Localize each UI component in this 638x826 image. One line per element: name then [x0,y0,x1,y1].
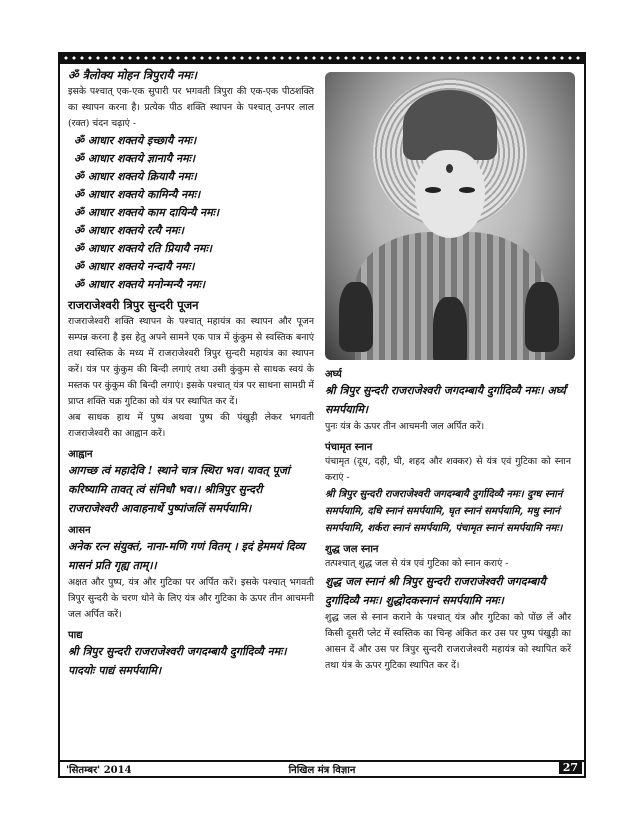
shuddh-heading: शुद्ध जल स्नान [325,544,379,555]
final-paragraph: शुद्ध जल से स्नान कराने के पश्चात् यंत्र और गुटिका को पोंछ लें और किसी दूसरी प्लेट में स्वस्तिक का चिन्ह अंकित कर उस पर पुष्प पंखुड़ी का आसन दें और उस पर त्रिपुर सुन्दरी राजराजेश्वरी महायंत्र को स्थापित करें तथा यंत्र के ऊपर गुटिका स्थापित कर दें। [325,612,571,671]
poojan-paragraph: राजराजेश्वरी शक्ति स्थापन के पश्चात् महायंत्र का स्थापन और पूजन सम्पन्न करना है इस हेतु अपने सामने एक पात्र में कुंकुम से स्वस्तिक बनाएं तथा स्वस्तिक के मध्य में राजराजेश्वरी त्रिपुर सुन्दरी महायंत्र का स्थापन करें। यंत्र पर कुंकुम की बिन्दी लगाएं तथा उसी कुंकुम से साधक स्वयं के मस्तक पर कुंकुम की बिन्दी लगाएं। इसके पश्चात् यंत्र पर साधना सामग्री में प्राप्त शक्ति चक्र गुटिका को यंत्र पर स्थापित कर दें। [68,316,314,407]
footer-magazine-title: निखिल मंत्र विज्ञान [288,765,356,776]
page-footer [58,760,586,776]
small-deity-center [433,297,467,360]
arghya-mantra: श्री त्रिपुर सुन्दरी राजराजेश्वरी जगदम्बायै दुर्गादिव्यै नमः। अर्घ्यं समर्पयामि। [325,384,566,416]
footer-date: 'सितम्बर' 2014 [66,765,132,776]
left-column [68,66,314,680]
avahan-heading: आह्वान [68,449,93,460]
shakti-mantra: ॐ आधार शक्तये ज्ञानायै नमः। [74,152,196,165]
asan-paragraph: अक्षत और पुष्प, यंत्र और गुटिका पर अर्पित करें। इसके पश्चात् भगवती त्रिपुर सुन्दरी के चरण धोने के लिए यंत्र और गुटिका के ऊपर तीन आचमनी जल अर्पित करें। [68,577,314,620]
top-mantra: ॐ त्रैलोक्य मोहन त्रिपुरायै नमः। [68,68,197,82]
shakti-mantra: ॐ आधार शक्तये क्रियायै नमः। [74,170,197,183]
shakti-mantra: ॐ आधार शक्तये काम दायिन्यै नमः। [74,206,220,219]
left-eye [425,187,441,193]
shakti-mantra: ॐ आधार शक्तये मनोन्मन्यै नमः। [74,278,206,291]
shakti-mantra: ॐ आधार शक्तये इच्छायै नमः। [74,134,197,147]
shakti-mantra-list [68,132,314,294]
page-number: 27 [559,761,582,774]
avahan-mantra: आगच्छ त्वं महादेवि ! स्थाने चात्र स्थिरा भव। यावत् पूजां करिष्यामि तावत् त्वं संनिधौ भव।। श्रीत्रिपुर सुन्दरी राजराजेश्वरी आवाहनार्थे पुष्पांजलिं समर्पयामि। [68,464,290,515]
avahan-intro: अब साधक हाथ में पुष्प अथवा पुष्प की पंखुड़ी लेकर भगवती राजराजेश्वरी का आह्वान करें। [68,412,314,439]
small-deity-right [525,282,559,352]
arghya-heading: अर्घ्य [325,369,342,380]
intro-paragraph: इसके पश्चात् एक-एक सुपारी पर भगवती त्रिपुरा की एक-एक पीठशक्ति का स्थापन करना है। प्रत्येक पीठ शक्ति स्थापन के पश्चात् उनपर लाल (रक्त) चंदन चढ़ाएं - [68,86,314,129]
panchamrit-paragraph: पंचामृत (दूध, दही, घी, शहद और शक्कर) से यंत्र एवं गुटिका को स्नान कराएं - [325,456,571,483]
padya-heading: पाद्य [68,630,83,641]
bindi-mark [446,164,453,173]
padya-mantra: श्री त्रिपुर सुन्दरी राजराजेश्वरी जगदम्बायै दुर्गादिव्यै नमः। पादयोः पाद्यं समर्पयामि। [68,645,287,677]
shuddh-paragraph: तत्पश्चात् शुद्ध जल से यंत्र एवं गुटिका को स्नान कराएं - [325,558,509,569]
panchamrit-heading: पंचामृत स्नान [325,442,373,453]
asan-heading: आसन [68,525,91,536]
arghya-paragraph: पुनः यंत्र के ऊपर तीन आचमनी जल अर्पित करें। [325,421,485,432]
goddess-image [325,72,575,360]
poojan-heading: राजराजेश्वरी त्रिपुर सुन्दरी पूजन [68,298,199,312]
right-eye [459,187,475,193]
shakti-mantra: ॐ आधार शक्तये कामिन्यै नमः। [74,188,201,201]
shuddh-mantra: शुद्ध जल स्नानं श्री त्रिपुर सुन्दरी राजराजेश्वरी जगदम्बायै दुर्गादिव्यै नमः। शुद्धोदकस्नानं समर्पयामि नमः। [325,575,546,607]
right-column [325,362,571,674]
small-deity-left [339,282,373,352]
shakti-mantra: ॐ आधार शक्तये रति प्रियायै नमः। [74,242,212,255]
panchamrit-mantra: श्री त्रिपुर सुन्दरी राजराजेश्वरी जगदम्बायै दुर्गादिव्यै नमः। दुग्ध स्नानं समर्पयामि, दधि स्नानं समर्पयामि, घृत स्नानं समर्पयामि, मधु स्नानं समर्पयामि, शर्करा स्नानं समर्पयामि, पंचामृत स्नानं समर्पयामि नमः। [325,489,563,534]
asan-mantra: अनेक रत्न संयुक्तं, नाना-मणि गणं वितम् । इदं हेममयं दिव्य मासनं प्रति गृह्य ताम्।। [68,540,305,572]
shakti-mantra: ॐ आधार शक्तये रत्यै नमः। [74,224,184,237]
shakti-mantra: ॐ आधार शक्तये नन्दायै नमः। [74,260,195,273]
